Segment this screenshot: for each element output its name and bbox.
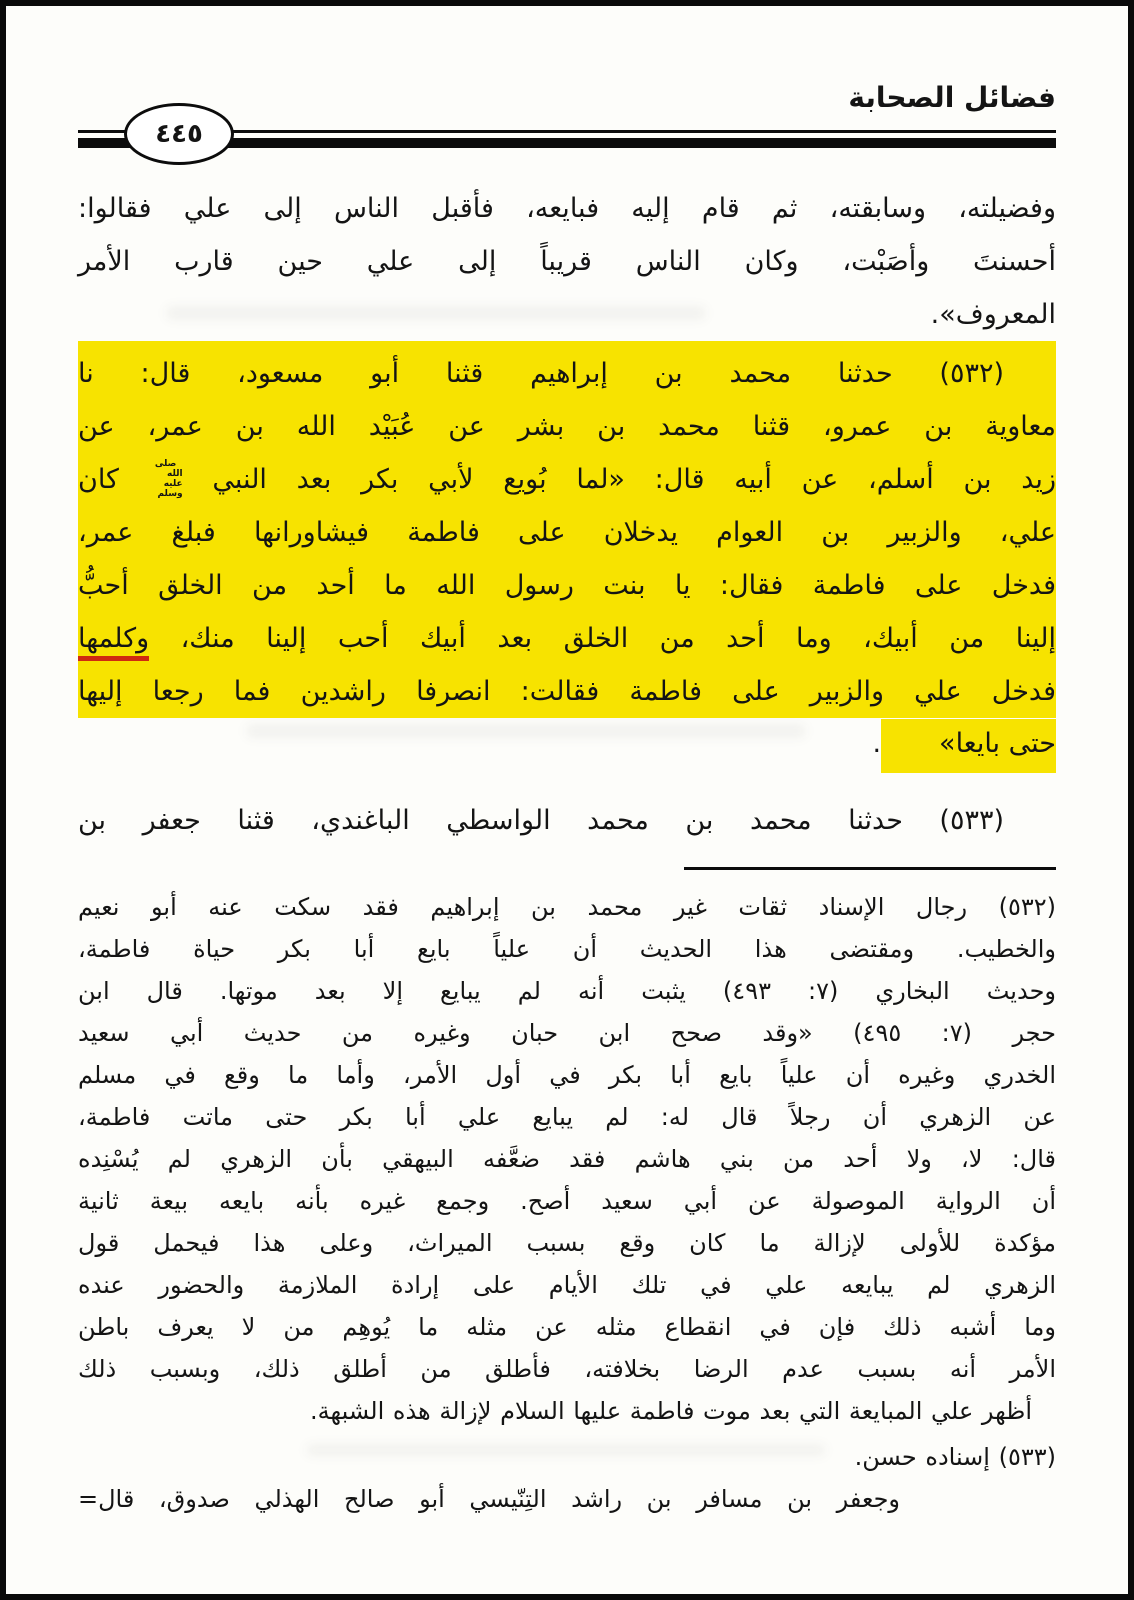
hadith-line: علي، والزبير بن العوام يدخلان على فاطمة فيشاورانها فبلغ عمر، — [78, 517, 1056, 548]
footnote-532-line: الأمر أنه بسبب عدم الرضا بخلافته، فأطلق من أطلق ذلك، وبسبب ذلك — [78, 1355, 1056, 1383]
hadith-line — [78, 453, 1056, 506]
footnote-532-line: حجر (٧: ٤٩٥) «وقد صحح ابن حبان وغيره من حديث أبي سعيد — [78, 1019, 1057, 1047]
footnote-532-line: وما أشبه ذلك فإن في انقطاع مثله عن مثله ما يُوهِم من لا يعرف باطن — [78, 1313, 1056, 1341]
hadith-line-text: إلينا من أبيك، وما أحد من الخلق بعد أبيك أحب إلينا منك، — [180, 623, 1056, 654]
hadith-last-line — [78, 718, 1056, 770]
salla-allahu-alayhi-wa-sallam-glyph — [149, 459, 183, 499]
hadith-line: (٥٣٢) حدثنا محمد بن إبراهيم قثنا أبو مسعود، قال: نا — [78, 358, 1004, 389]
honorific-line: صلى الله — [154, 459, 183, 479]
red-underlined-word: وكلمها — [78, 623, 149, 661]
footnote-532-line: الخدري وغيره أن علياً بايع أبا بكر في أول الأمر، وأما ما وقع في مسلم — [78, 1061, 1056, 1089]
highlighted-hadith-532 — [78, 341, 1056, 718]
paragraph-hadith-533: (٥٣٣) حدثنا محمد بن محمد الواسطي الباغندي، قثنا جعفر بن — [78, 805, 1004, 836]
hadith-line: فدخل على فاطمة فقال: يا بنت رسول الله ما أحد من الخلق أحبُّ — [78, 570, 1056, 601]
hadith-line — [78, 612, 1056, 665]
page-number: ٤٤٥ — [155, 119, 203, 149]
hadith-line-text: زيد بن أسلم، عن أبيه قال: «لما بُويع لأبي بكر بعد النبي — [212, 464, 1056, 495]
footnote-separator — [684, 867, 1056, 870]
page-number-badge — [124, 103, 234, 165]
footnote-532-line: عن الزهري أن رجلاً قال له: لم يبايع علي أبا بكر حتى ماتت فاطمة، — [78, 1103, 1056, 1131]
highlight-tail: حتى بايعا» — [881, 719, 1056, 773]
footnote-532-line: (٥٣٢) رجال الإسناد ثقات غير محمد بن إبراهيم فقد سكت عنه أبو نعيم — [78, 893, 1056, 921]
footnote-532-line: والخطيب. ومقتضى هذا الحديث أن علياً بايع أبا بكر حياة فاطمة، — [78, 935, 1056, 963]
header-rule — [78, 119, 1056, 152]
paragraph-line: وفضيلته، وسابقته، ثم قام إليه فبايعه، فأقبل الناس إلى علي فقالوا: — [78, 193, 1056, 224]
paragraph-line: أحسنتَ وأصَبْت، وكان الناس قريباً إلى علي حين قارب الأمر — [78, 246, 1056, 277]
period-outside-highlight: . — [872, 728, 882, 759]
footnotes-section — [78, 886, 1056, 1520]
footnote-533-line: (٥٣٣) إسناده حسن. — [854, 1443, 1056, 1471]
hadith-line: فدخل علي والزبير على فاطمة فقالت: انصرفا راشدين فما رجعا إليها — [78, 676, 1056, 707]
paragraph-top — [78, 182, 1056, 341]
hadith-line-text: كان — [78, 464, 119, 495]
honorific-line: عليه — [163, 479, 183, 489]
honorific-line: وسلم — [157, 489, 183, 499]
footnote-532-line: أظهر علي المبايعة التي بعد موت فاطمة عليها السلام لإزالة هذه الشبهة. — [310, 1397, 1032, 1425]
footnote-532-line: مؤكدة للأولى لإزالة ما كان وقع بسبب الميراث، وعلى هذا فيحمل قول — [78, 1229, 1056, 1257]
paragraph-line: المعروف». — [930, 299, 1056, 330]
footnote-532-line: قال: لا، ولا أحد من بني هاشم فقد ضعَّفه البيهقي بأن الزهري لم يُسْنِده — [78, 1145, 1056, 1173]
footnote-533-line: وجعفر بن مسافر بن راشد التِنّيسي أبو صالح الهذلي صدوق، قال= — [78, 1485, 900, 1513]
footnote-532-line: الزهري لم يبايعه علي في تلك الأيام على إرادة الملازمة والحضور عنده — [78, 1271, 1056, 1299]
hadith-line: معاوية بن عمرو، قثنا محمد بن بشر عن عُبَيْد الله بن عمر، عن — [78, 411, 1056, 442]
page-content — [6, 78, 1128, 1520]
book-title-header: فضائل الصحابة — [848, 81, 1056, 114]
footnote-532-line: أن الرواية الموصولة عن أبي سعيد أصح. وجمع غيره بأنه بايعه بيعة ثانية — [78, 1187, 1056, 1215]
footnote-532-line: وحديث البخاري (٧: ٤٩٣) يثبت أنه لم يبايع إلا بعد موتها. قال ابن — [78, 977, 1056, 1005]
